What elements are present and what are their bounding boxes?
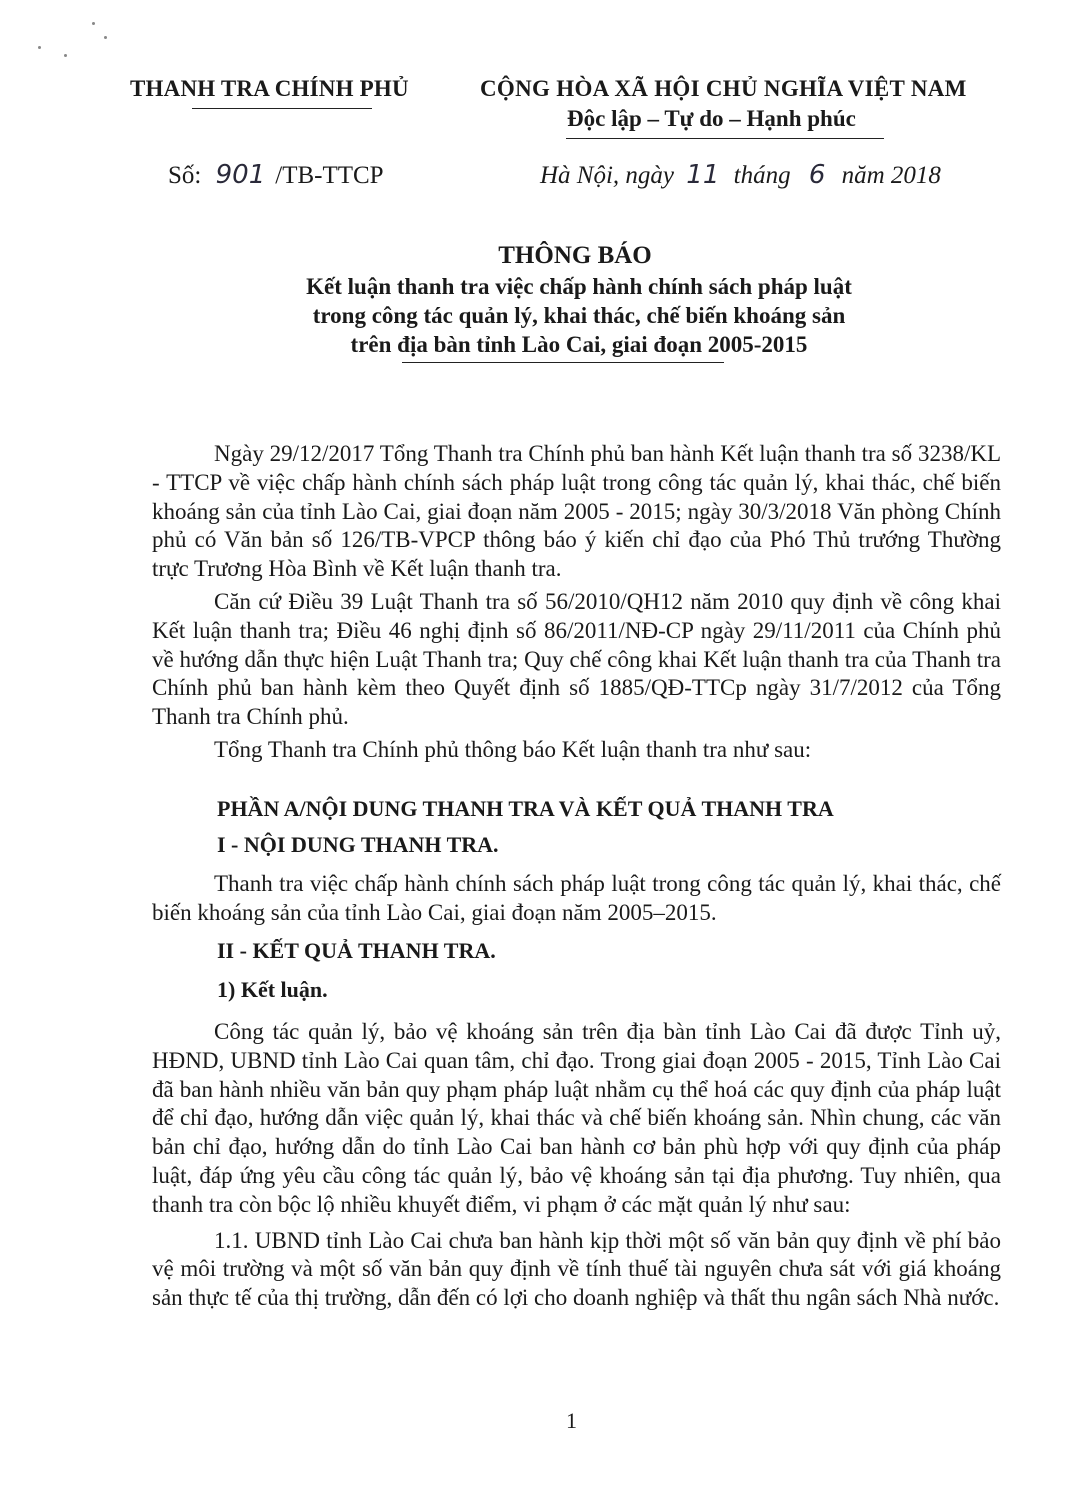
scan-speck bbox=[104, 36, 107, 39]
part-a-heading: PHẦN A/NỘI DUNG THANH TRA VÀ KẾT QUẢ THANH TRA bbox=[217, 796, 834, 821]
paragraph-3: Tổng Thanh tra Chính phủ thông báo Kết luận thanh tra như sau: bbox=[214, 736, 812, 762]
date-day-handwritten: 11 bbox=[686, 160, 720, 190]
scan-speck bbox=[38, 46, 41, 49]
date-month-handwritten: 6 bbox=[808, 160, 826, 190]
title-underline bbox=[402, 362, 724, 363]
subsection-1-heading: 1) Kết luận. bbox=[217, 977, 328, 1002]
body-intro bbox=[152, 440, 1001, 765]
doc-number-handwritten: 901 bbox=[215, 160, 266, 190]
paragraph-2: Căn cứ Điều 39 Luật Thanh tra số 56/2010/QH12 năm 2010 quy định về công khai Kết luận thanh tra; Điều 46 nghị định số 86/2011/NĐ-CP ngày 29/11/2011 của Chính phủ về hướng dẫn thực hiện Luật Thanh tra; Quy chế công khai Kết luận thanh tra của Thanh tra Chính phủ ban hành kèm theo Quyết định số 1885/QĐ-TTCp ngày 31/7/2012 của Tổng Thanh tra Chính phủ. bbox=[152, 588, 1001, 730]
paragraph-5: Công tác quản lý, bảo vệ khoáng sản trên địa bàn tỉnh Lào Cai đã được Tỉnh uỷ, HĐND, UBND tỉnh Lào Cai quan tâm, chỉ đạo. Trong giai đoạn 2005 - 2015, Tỉnh Lào Cai đã ban hành nhiều văn bản quy phạm pháp luật nhằm cụ thể hoá các quy định của pháp luật để chỉ đạo, hướng dẫn việc quản lý, khai thác và chế biến khoáng sản. Nhìn chung, các văn bản chỉ đạo, hướng dẫn do tỉnh Lào Cai ban hành cơ bản phù hợp với quy định của pháp luật, đáp ứng yêu cầu công tác quản lý, bảo vệ khoáng sản tại địa phương. Tuy nhiên, qua thanh tra còn bộc lộ nhiều khuyết điểm, vi phạm ở các mặt quản lý như sau: bbox=[152, 1019, 1001, 1217]
nation-name: CỘNG HÒA XÃ HỘI CHỦ NGHĨA VIỆT NAM bbox=[480, 76, 967, 101]
title-line-1: Kết luận thanh tra việc chấp hành chính sách pháp luật bbox=[306, 274, 852, 299]
page-number: 1 bbox=[566, 1408, 577, 1433]
section-2-heading: II - KẾT QUẢ THANH TRA. bbox=[217, 938, 496, 963]
national-motto: Độc lập – Tự do – Hạnh phúc bbox=[567, 106, 856, 131]
scan-speck bbox=[64, 54, 67, 57]
date-year: năm 2018 bbox=[841, 162, 941, 189]
date-place: Hà Nội, ngày bbox=[540, 162, 675, 189]
document-number bbox=[168, 160, 384, 190]
agency-name: THANH TRA CHÍNH PHỦ bbox=[130, 76, 409, 101]
body-section-2 bbox=[152, 1018, 1001, 1313]
date-month-label: tháng bbox=[733, 162, 791, 189]
motto-underline bbox=[566, 138, 884, 139]
doc-number-suffix: /TB-TTCP bbox=[275, 162, 384, 189]
body-section-1 bbox=[152, 870, 1001, 928]
paragraph-6: 1.1. UBND tỉnh Lào Cai chưa ban hành kịp thời một số văn bản quy định về phí bảo vệ môi trường và một số văn bản quy định về tính thuế tài nguyên chưa sát với giá khoáng sản thực tế của thị trường, dẫn đến có lợi cho doanh nghiệp và thất thu ngân sách Nhà nước. bbox=[152, 1227, 1001, 1311]
title-line-2: trong công tác quản lý, khai thác, chế biến khoáng sản bbox=[312, 303, 846, 328]
doc-number-prefix: Số: bbox=[168, 162, 202, 189]
paragraph-1: Ngày 29/12/2017 Tổng Thanh tra Chính phủ ban hành Kết luận thanh tra số 3238/KL - TTCP về việc chấp hành chính sách pháp luật trong công tác quản lý, khai thác, chế biến khoáng sản của tỉnh Lào Cai, giai đoạn năm 2005 - 2015; ngày 30/3/2018 Văn phòng Chính phủ có Văn bản số 126/TB-VPCP thông báo ý kiến chỉ đạo của Phó Thủ trướng Thường trực Trương Hòa Bình về Kết luận thanh tra. bbox=[152, 441, 1001, 582]
agency-underline bbox=[192, 108, 372, 109]
title-line-3: trên địa bàn tỉnh Lào Cai, giai đoạn 2005-2015 bbox=[350, 332, 808, 357]
section-1-heading: I - NỘI DUNG THANH TRA. bbox=[217, 832, 499, 857]
scan-speck bbox=[92, 22, 95, 25]
date-line bbox=[540, 160, 941, 190]
paragraph-4: Thanh tra việc chấp hành chính sách pháp luật trong công tác quản lý, khai thác, chế biến khoáng sản của tỉnh Lào Cai, giai đoạn năm 2005–2015. bbox=[152, 871, 1001, 925]
document-title: THÔNG BÁO bbox=[498, 242, 652, 269]
